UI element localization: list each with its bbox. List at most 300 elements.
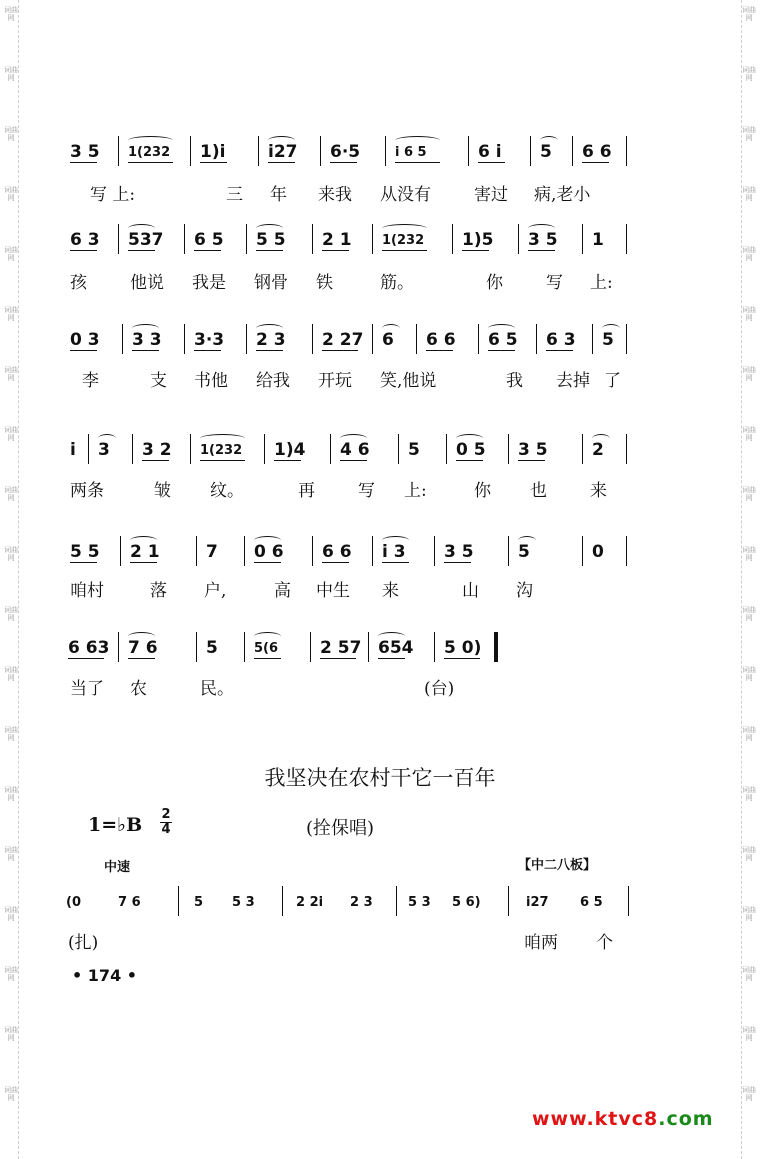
beam-line [320, 658, 356, 659]
lyric-text: 三 [226, 185, 243, 205]
bar-line [282, 886, 283, 916]
beam-line [478, 162, 505, 163]
note-group: 2 1 [130, 542, 160, 562]
note-group: 6 i [478, 142, 502, 162]
bar-line [446, 434, 447, 464]
lyric-text: 他说 [130, 273, 164, 293]
lyric-text: 上: [404, 481, 427, 501]
watermark-stamp: 词曲网 [4, 1026, 18, 1042]
lyric-text: 也 [530, 481, 547, 501]
beam-line [200, 162, 227, 163]
bar-line-end [494, 632, 498, 662]
lyric-text: 你 [486, 273, 503, 293]
slur-mark [256, 324, 283, 333]
site-brand: ktvc8 [594, 1108, 659, 1130]
note-group: 3 5 [518, 440, 548, 460]
note-group: 6 [382, 330, 394, 350]
watermark-stamp: 词曲网 [4, 486, 18, 502]
slur-mark [518, 536, 536, 545]
lyric-text: 年 [270, 185, 287, 205]
watermark-stamp: 词曲网 [4, 6, 18, 22]
bar-line [385, 136, 386, 166]
note-group: i27 [526, 895, 549, 910]
lyric-text: 铁 [316, 273, 333, 293]
bar-line [372, 536, 373, 566]
bar-line [184, 324, 185, 354]
note-group: 6 6 [322, 542, 352, 562]
note-group: 5 [408, 440, 420, 460]
slur-mark [540, 136, 558, 145]
lyric-text: 写 [358, 481, 375, 501]
beam-line [130, 562, 157, 563]
lyric-text: 写 [546, 273, 563, 293]
bar-line [582, 536, 583, 566]
beam-line [382, 250, 427, 251]
watermark-stamp: 词曲网 [742, 606, 756, 622]
beam-line [128, 658, 155, 659]
bar-line [264, 434, 265, 464]
watermark-stamp: 词曲网 [742, 906, 756, 922]
beam-line [128, 250, 155, 251]
bar-line [530, 136, 531, 166]
lyric-text: 害过 [474, 185, 508, 205]
slur-mark [98, 434, 116, 443]
note-group: 6 5 [194, 230, 224, 250]
note-group: 2 1 [322, 230, 352, 250]
note-group: 5 6) [452, 895, 481, 910]
bar-line-end [626, 536, 627, 566]
note-group: 6 3 [70, 230, 100, 250]
beam-line [378, 658, 405, 659]
beam-line [194, 350, 221, 351]
lyric-text: 去掉 [556, 371, 590, 391]
note-group: 537 [128, 230, 164, 250]
song-title: 我坚决在农村干它一百年 [264, 766, 496, 790]
watermark-stamp: 词曲网 [4, 126, 18, 142]
lyric-text: 当了 [70, 679, 104, 699]
bar-line [258, 136, 259, 166]
lyric-text: 开玩 [318, 371, 352, 391]
beam-line [132, 350, 159, 351]
lyric-text: 我是 [192, 273, 226, 293]
bar-line [118, 136, 119, 166]
bar-line [518, 224, 519, 254]
note-group: 2 2i [296, 895, 324, 910]
lyric-text: 咱两 [524, 933, 558, 953]
beam-line [254, 562, 281, 563]
watermark-stamp: 词曲网 [742, 726, 756, 742]
notation-row [0, 434, 760, 464]
watermark-stamp: 词曲网 [742, 1026, 756, 1042]
watermark-stamp: 词曲网 [4, 246, 18, 262]
lyric-text: 高 [274, 581, 291, 601]
bar-line [434, 536, 435, 566]
note-group: 3·3 [194, 330, 225, 350]
lyric-row [0, 180, 760, 204]
note-group: 6 63 [68, 638, 110, 658]
note-group: 6 6 [426, 330, 456, 350]
slur-mark [395, 136, 440, 145]
watermark-stamp: 词曲网 [742, 546, 756, 562]
notation-row [0, 324, 760, 354]
slur-mark [268, 136, 295, 145]
beam-line [426, 350, 453, 351]
note-group: 3 5 [70, 142, 100, 162]
note-group: 0 3 [70, 330, 100, 350]
beam-line [200, 460, 245, 461]
beam-line [322, 350, 358, 351]
note-group: 3 2 [142, 440, 172, 460]
bar-line [196, 536, 197, 566]
watermark-stamp: 词曲网 [742, 246, 756, 262]
bar-line [246, 224, 247, 254]
watermark-stamp: 词曲网 [742, 6, 756, 22]
note-group: 6·5 [330, 142, 361, 162]
note-group: i 3 [382, 542, 406, 562]
lyric-text: 来 [590, 481, 607, 501]
beam-line [340, 460, 367, 461]
lyric-row [0, 476, 760, 500]
beam-line [70, 250, 97, 251]
beam-line [518, 460, 545, 461]
song-notation-row [0, 886, 760, 916]
watermark-stamp: 词曲网 [742, 186, 756, 202]
note-group: 5 5 [256, 230, 286, 250]
watermark-stamp: 词曲网 [4, 846, 18, 862]
page-number: • 174 • [72, 966, 137, 985]
bar-line [312, 536, 313, 566]
slur-mark [378, 632, 405, 641]
lyric-text: 了 [604, 371, 621, 391]
beam-line [330, 162, 357, 163]
note-group: 2 3 [350, 895, 373, 910]
watermark-stamp: 词曲网 [4, 606, 18, 622]
lyric-row [0, 674, 760, 698]
beam-line [488, 350, 515, 351]
beam-line [462, 250, 489, 251]
note-group: 5 [540, 142, 552, 162]
bar-line [468, 136, 469, 166]
lyric-text: 笑,他说 [380, 371, 437, 391]
bar-line-end [626, 434, 627, 464]
note-group: 7 [206, 542, 218, 562]
section-tag: 【中二八板】 [518, 858, 597, 873]
bar-line [184, 224, 185, 254]
watermark-stamp: 词曲网 [742, 126, 756, 142]
bar-line [190, 136, 191, 166]
watermark-stamp: 词曲网 [4, 546, 18, 562]
watermark-stamp: 词曲网 [742, 306, 756, 322]
singer-role: (拴保唱) [306, 818, 375, 839]
bar-line [508, 886, 509, 916]
beam-line [444, 658, 480, 659]
watermark-stamp: 词曲网 [4, 426, 18, 442]
bar-line [190, 434, 191, 464]
beam-line [142, 460, 169, 461]
lyric-text: 书他 [194, 371, 228, 391]
bar-line [434, 632, 435, 662]
meter-top: 2 [161, 807, 171, 822]
slur-mark [200, 434, 245, 443]
bar-line-end [626, 136, 627, 166]
beam-line [395, 162, 440, 163]
key-signature: 1=♭B [88, 814, 143, 836]
beam-line [254, 658, 281, 659]
note-group: 5 [518, 542, 530, 562]
note-group: 5 3 [408, 895, 431, 910]
watermark-stamp: 词曲网 [742, 366, 756, 382]
bar-line [320, 136, 321, 166]
note-group: 3 5 [444, 542, 474, 562]
beam-line [274, 460, 301, 461]
lyric-text: 纹。 [210, 481, 244, 501]
lyric-text: 山 [462, 581, 479, 601]
slur-mark [592, 434, 610, 443]
beam-line [256, 350, 283, 351]
note-group: 0 6 [254, 542, 284, 562]
beam-line [68, 658, 104, 659]
note-group: 5(6 [254, 641, 279, 656]
watermark-stamp: 词曲网 [4, 66, 18, 82]
watermark-stamp: 词曲网 [4, 966, 18, 982]
bar-line [244, 632, 245, 662]
watermark-stamp: 词曲网 [4, 1086, 18, 1102]
lyric-text: 再 [298, 481, 315, 501]
note-group: i [70, 440, 76, 460]
bar-line [178, 886, 179, 916]
notation-row [0, 632, 760, 662]
note-group: 7 6 [128, 638, 158, 658]
note-group: i 6 5 [395, 145, 427, 160]
lyric-text: 民。 [200, 679, 234, 699]
beam-line [546, 350, 573, 351]
beam-line [322, 562, 349, 563]
bar-line [132, 434, 133, 464]
lyric-text: 钢骨 [254, 273, 288, 293]
beam-line [322, 250, 349, 251]
note-group: 4 6 [340, 440, 370, 460]
note-group: 5 3 [232, 895, 255, 910]
note-group: 6 6 [582, 142, 612, 162]
note-group: 3 3 [132, 330, 162, 350]
song-lyric-row [0, 928, 760, 952]
note-group: 6 3 [546, 330, 576, 350]
bar-line [452, 224, 453, 254]
bar-line [398, 434, 399, 464]
note-group: 5 [602, 330, 614, 350]
bar-line-end [626, 324, 627, 354]
bar-line [246, 324, 247, 354]
beam-line [444, 562, 471, 563]
lyric-row [0, 268, 760, 292]
note-group: 5 [206, 638, 218, 658]
bar-line [582, 224, 583, 254]
note-group: 1(232 [200, 443, 243, 458]
notation-row [0, 224, 760, 254]
note-group: 5 [194, 895, 204, 910]
bar-line [592, 324, 593, 354]
lyric-text: 病,老小 [534, 185, 591, 205]
bar-line [312, 324, 313, 354]
bar-line [312, 224, 313, 254]
bar-line-end [626, 224, 627, 254]
beam-line [528, 250, 555, 251]
time-signature [160, 808, 172, 837]
bar-line [508, 434, 509, 464]
lyric-text: 农 [130, 679, 147, 699]
lyric-text: 来我 [318, 185, 352, 205]
watermark-stamp: 词曲网 [4, 306, 18, 322]
site-watermark [532, 1108, 714, 1130]
bar-line [196, 632, 197, 662]
lyric-text: 给我 [256, 371, 290, 391]
bar-line [118, 632, 119, 662]
lyric-text: 皱 [154, 481, 171, 501]
watermark-stamp: 词曲网 [742, 966, 756, 982]
bar-line [508, 536, 509, 566]
watermark-stamp: 词曲网 [742, 486, 756, 502]
note-group: 6 5 [580, 895, 603, 910]
note-group: 5 5 [70, 542, 100, 562]
watermark-stamp: 词曲网 [742, 666, 756, 682]
watermark-stamp: 词曲网 [4, 906, 18, 922]
site-prefix: www. [532, 1108, 595, 1130]
note-group: 1)4 [274, 440, 306, 460]
bar-line [118, 224, 119, 254]
note-group: 1)5 [462, 230, 494, 250]
beam-line [582, 162, 609, 163]
note-group: 1 [592, 230, 604, 250]
lyric-text: (台) [424, 679, 455, 699]
lyric-text: 户, [204, 581, 227, 601]
beam-line [70, 162, 97, 163]
note-group: 3 [98, 440, 110, 460]
watermark-stamp: 词曲网 [742, 1086, 756, 1102]
slur-mark [256, 224, 283, 233]
beam-line [70, 350, 97, 351]
lyric-text: 上: [590, 273, 613, 293]
slur-mark [488, 324, 515, 333]
slur-mark [456, 434, 483, 443]
bar-line [628, 886, 629, 916]
bar-line [396, 886, 397, 916]
watermark-stamp: 词曲网 [742, 786, 756, 802]
beam-line [70, 562, 97, 563]
lyric-text: 中生 [316, 581, 350, 601]
lyric-text: 李 [82, 371, 99, 391]
note-group: 2 27 [322, 330, 364, 350]
watermark-stamp: 词曲网 [742, 846, 756, 862]
lyric-text: 个 [596, 933, 613, 953]
meter-bottom: 4 [161, 822, 171, 837]
slur-mark [128, 224, 155, 233]
lyric-text: 你 [474, 481, 491, 501]
beam-line [268, 162, 295, 163]
bar-line [572, 136, 573, 166]
bar-line [88, 434, 89, 464]
slur-mark [128, 136, 173, 145]
slur-mark [128, 632, 155, 641]
beam-line [382, 562, 409, 563]
watermark-stamp: 词曲网 [4, 666, 18, 682]
lyric-text: 支 [150, 371, 167, 391]
bar-line [330, 434, 331, 464]
beam-line [128, 162, 173, 163]
slur-mark [382, 224, 427, 233]
notation-row [0, 136, 760, 166]
note-group: 1(232 [382, 233, 425, 248]
bar-line [478, 324, 479, 354]
bar-line [372, 324, 373, 354]
lyric-text: (扎) [68, 933, 99, 953]
note-group: 0 [592, 542, 604, 562]
bar-line [372, 224, 373, 254]
lyric-text: 我 [506, 371, 523, 391]
bar-line [368, 632, 369, 662]
slur-mark [132, 324, 159, 333]
bar-line [310, 632, 311, 662]
lyric-text: 从没有 [380, 185, 431, 205]
bar-line [244, 536, 245, 566]
bar-line [536, 324, 537, 354]
lyric-row [0, 366, 760, 390]
tempo-mark: 中速 [104, 860, 131, 875]
watermark-stamp: 词曲网 [742, 426, 756, 442]
note-group: 0 5 [456, 440, 486, 460]
beam-line [194, 250, 221, 251]
bar-line [122, 324, 123, 354]
beam-line [456, 460, 483, 461]
note-group: 7 6 [118, 895, 141, 910]
note-group: 5 0) [444, 638, 482, 658]
note-group: 654 [378, 638, 414, 658]
note-group: 6 5 [488, 330, 518, 350]
lyric-text: 孩 [70, 273, 87, 293]
note-group: 2 3 [256, 330, 286, 350]
lyric-text: 筋。 [380, 273, 414, 293]
note-group: 2 [592, 440, 604, 460]
slur-mark [254, 632, 281, 641]
lyric-text: 沟 [516, 581, 533, 601]
note-group: (0 [66, 895, 81, 910]
note-group: 1(232 [128, 145, 171, 160]
beam-line [256, 250, 283, 251]
lyric-text: 两条 [70, 481, 104, 501]
note-group: 2 57 [320, 638, 362, 658]
slur-mark [602, 324, 620, 333]
lyric-text: 落 [150, 581, 167, 601]
slur-mark [130, 536, 157, 545]
site-suffix: .com [658, 1108, 714, 1130]
watermark-stamp: 词曲网 [4, 726, 18, 742]
slur-mark [340, 434, 367, 443]
slur-mark [528, 224, 555, 233]
note-group: 1)i [200, 142, 226, 162]
watermark-stamp: 词曲网 [4, 786, 18, 802]
lyric-row [0, 576, 760, 600]
slur-mark [382, 324, 400, 333]
note-group: 3 5 [528, 230, 558, 250]
lyric-text: 来 [382, 581, 399, 601]
bar-line [120, 536, 121, 566]
watermark-stamp: 词曲网 [4, 366, 18, 382]
note-group: i27 [268, 142, 298, 162]
bar-line [416, 324, 417, 354]
bar-line [582, 434, 583, 464]
slur-mark [382, 536, 409, 545]
watermark-stamp: 词曲网 [742, 66, 756, 82]
notation-row [0, 536, 760, 566]
